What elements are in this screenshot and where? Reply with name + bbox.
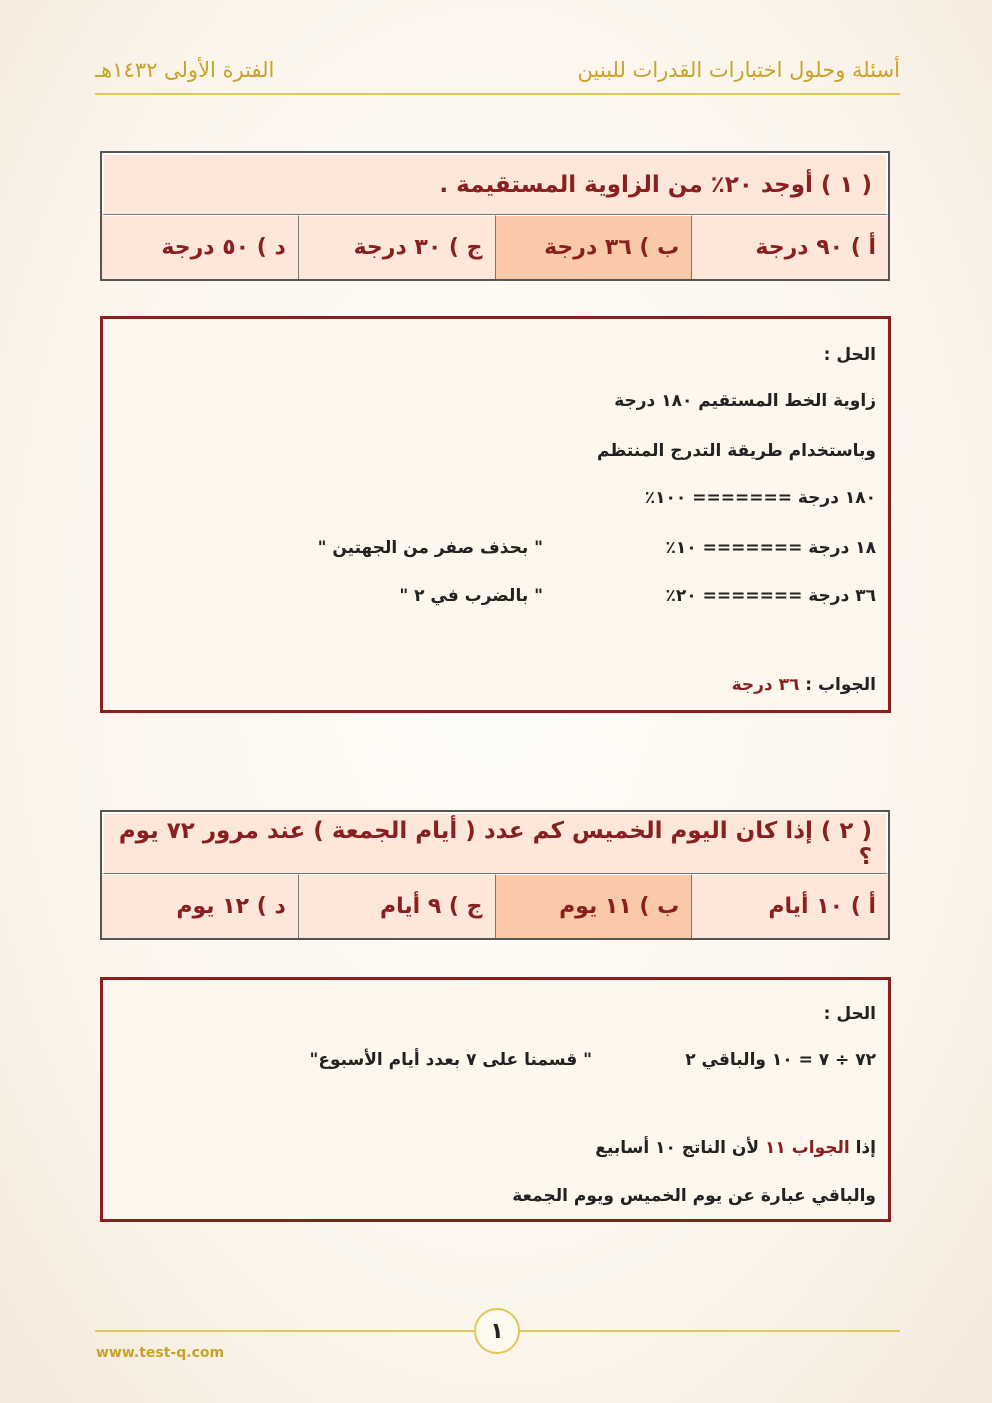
solution-1-line-1: زاوية الخط المستقيم ١٨٠ درجة [614, 391, 876, 411]
answer-value: ٣٦ درجة [731, 675, 800, 695]
solution-1-box [100, 316, 891, 713]
option-b-correct[interactable]: ب ) ٣٦ درجة [495, 215, 692, 279]
solution-2-prefix: إذا [855, 1138, 876, 1158]
answer-label: الجواب : [805, 675, 876, 695]
question-1-options [102, 215, 888, 279]
header-divider [95, 93, 900, 95]
page-header [95, 52, 900, 92]
solution-1-line-4: ١٨ درجة ======= ١٠٪ [665, 538, 876, 558]
option-b-correct[interactable]: ب ) ١١ يوم [495, 874, 692, 938]
page-number: ١ [474, 1308, 520, 1354]
solution-1-label: الحل : [823, 345, 876, 365]
solution-1-note-2: " بالضرب في ٢ " [399, 586, 543, 606]
solution-1-line-2: وباستخدام طريقة التدرج المنتظم [596, 441, 876, 461]
solution-2-label: الحل : [823, 1004, 876, 1024]
question-1-title: ( ١ ) أوجد ٢٠٪ من الزاوية المستقيمة . [102, 153, 888, 215]
option-a[interactable]: أ ) ٩٠ درجة [691, 215, 888, 279]
solution-2-answer: الجواب ١١ [764, 1138, 850, 1158]
header-period: الفترة الأولى ١٤٣٢هـ [95, 58, 275, 82]
solution-2-line-3: والباقي عبارة عن يوم الخميس ويوم الجمعة [512, 1186, 876, 1206]
header-title: أسئلة وحلول اختبارات القدرات للبنين [577, 58, 900, 82]
solution-1-line-3: ١٨٠ درجة ======= ١٠٠٪ [644, 488, 876, 508]
option-c[interactable]: ج ) ٩ أيام [298, 874, 495, 938]
question-2-box [100, 810, 890, 940]
question-2-options [102, 874, 888, 938]
solution-1-line-5: ٣٦ درجة ======= ٢٠٪ [665, 586, 876, 606]
solution-2-box [100, 977, 891, 1222]
question-1-box [100, 151, 890, 281]
solution-1-answer [732, 675, 876, 695]
footer-url[interactable]: www.test-q.com [96, 1345, 225, 1361]
solution-2-line-1: ٧٢ ÷ ٧ = ١٠ والباقي ٢ [685, 1050, 876, 1070]
option-c[interactable]: ج ) ٣٠ درجة [298, 215, 495, 279]
option-d[interactable]: د ) ٥٠ درجة [102, 215, 298, 279]
solution-1-note-1: " بحذف صفر من الجهتين " [317, 538, 543, 558]
option-d[interactable]: د ) ١٢ يوم [102, 874, 298, 938]
solution-2-note: " قسمنا على ٧ بعدد أيام الأسبوع" [309, 1050, 592, 1070]
solution-2-line-2 [595, 1138, 876, 1158]
solution-2-reason: لأن الناتج ١٠ أسابيع [595, 1138, 760, 1158]
option-a[interactable]: أ ) ١٠ أيام [691, 874, 888, 938]
question-2-title: ( ٢ ) إذا كان اليوم الخميس كم عدد ( أيام الجمعة ) عند مرور ٧٢ يوم ؟ [102, 812, 888, 874]
